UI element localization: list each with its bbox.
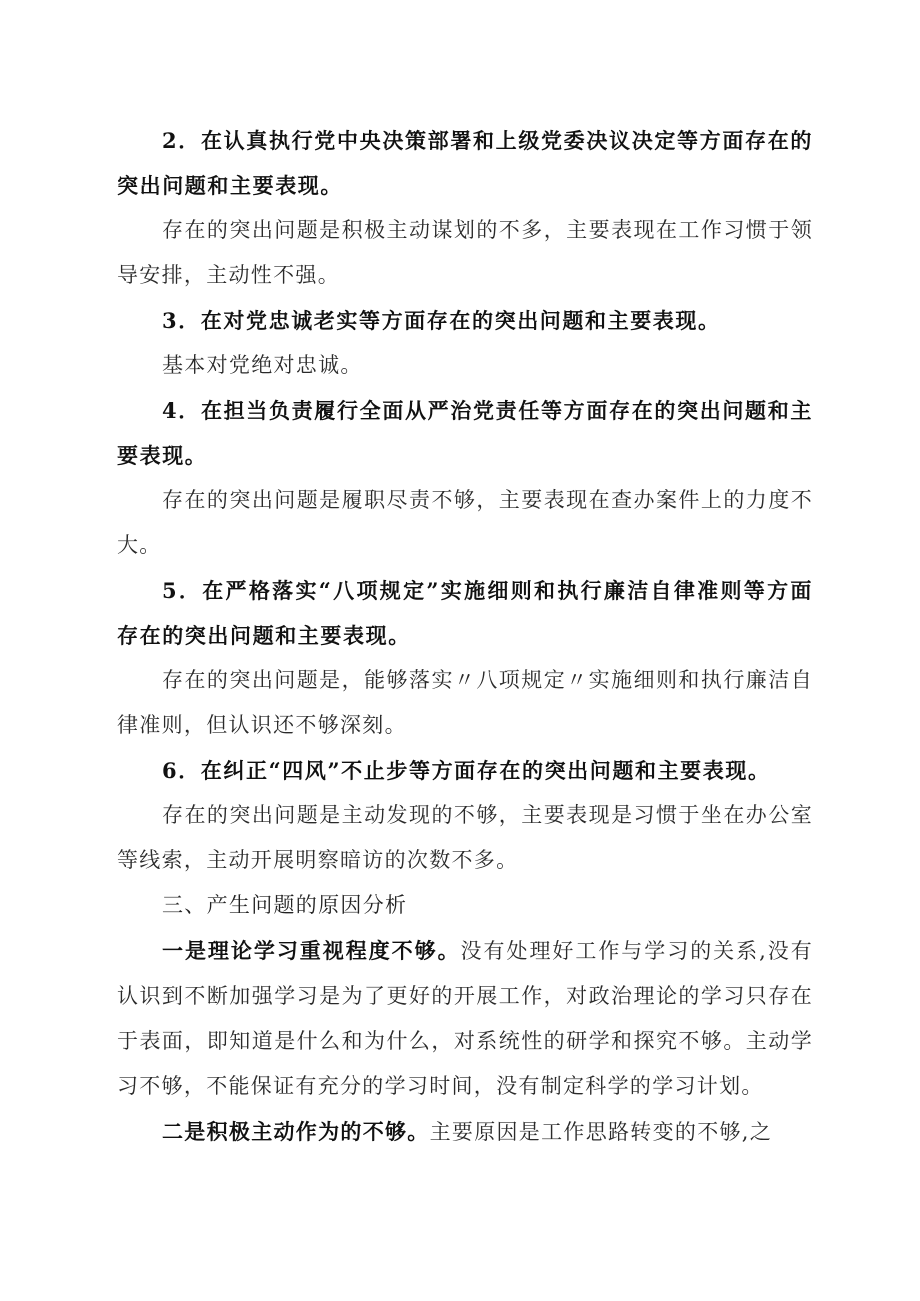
section-heading: 三、产生问题的原因分析 [162,893,408,917]
cause-lead: 二是积极主动作为的不够。 [162,1119,430,1144]
document-page [117,118,813,1155]
heading-item-3: 3．在对党忠诚老实等方面存在的突出问题和主要表现。 [162,308,721,333]
body-paragraph: 存在的突出问题是，能够落实〃八项规定〃实施细则和执行廉洁自律准则，但认识还不够深刻。 [117,668,813,737]
heading-item-5: 5．在严格落实“八项规定”实施细则和执行廉洁自律准则等方面存在的突出问题和主要表现。 [117,578,813,648]
heading-item-4: 4．在担当负责履行全面从严治党责任等方面存在的突出问题和主要表现。 [117,398,813,468]
body-paragraph: 存在的突出问题是主动发现的不够，主要表现是习惯于坐在办公室等线索，主动开展明察暗访的次数不多。 [117,803,813,872]
cause-lead: 一是理论学习重视程度不够。 [162,938,461,963]
heading-item-6: 6．在纠正“四风”不止步等方面存在的突出问题和主要表现。 [162,758,771,783]
body-paragraph: 存在的突出问题是履职尽责不够，主要表现在查办案件上的力度不大。 [117,488,813,557]
cause-text: 没有处理好工作与学习的关系,没有认识到不断加强学习是为了更好的开展工作，对政治理论的学习只存在于表面，即知道是什么和为什么，对系统性的研学和探究不够。主动学习不够，不能保证有充分的学习时间，没有制定科学的学习计划。 [117,939,813,1098]
cause-paragraph-1 [117,928,813,1109]
cause-text: 主要原因是工作思路转变的不够,之 [429,1120,773,1144]
heading-item-2: 2．在认真执行党中央决策部署和上级党委决议决定等方面存在的突出问题和主要表现。 [117,128,813,198]
cause-paragraph-2 [117,1109,813,1155]
body-paragraph: 基本对党绝对忠诚。 [162,353,363,377]
body-paragraph: 存在的突出问题是积极主动谋划的不多，主要表现在工作习惯于领导安排，主动性不强。 [117,218,813,287]
